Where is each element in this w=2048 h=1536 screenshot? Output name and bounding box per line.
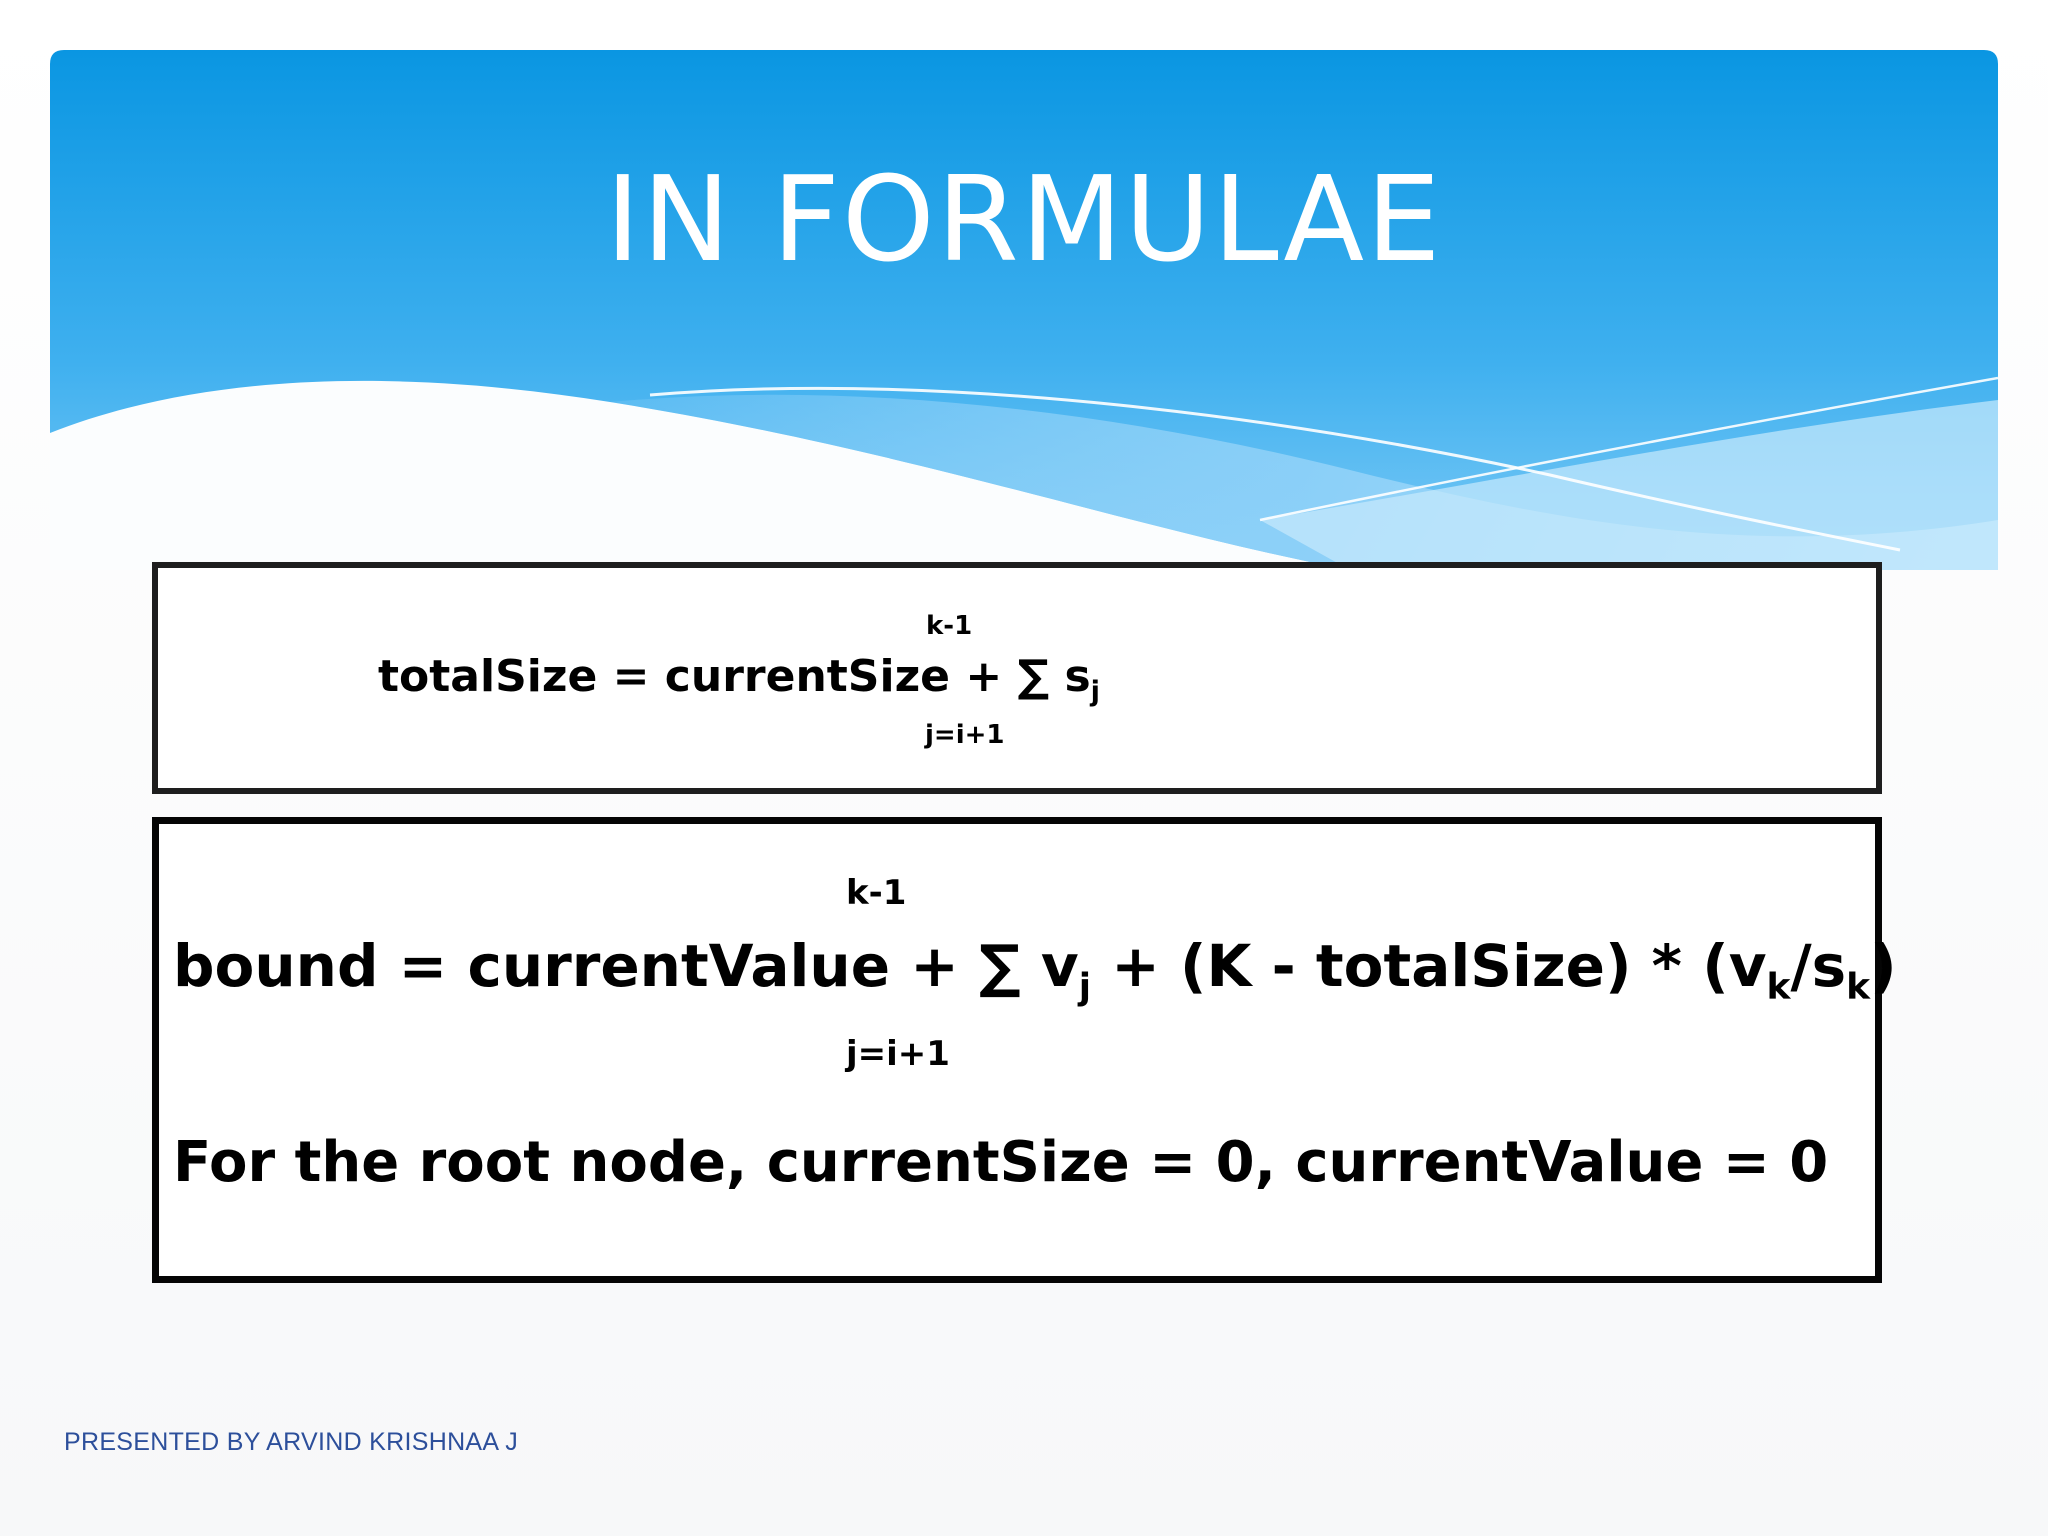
root-node-note: For the root node, currentSize = 0, currentValue = 0 (173, 1130, 1829, 1195)
formula-lhs: bound = currentValue + (173, 932, 980, 1000)
sum-symbol: ∑ (1017, 651, 1050, 702)
formula-total-size (378, 651, 1101, 708)
formula-rest: + (K - totalSize) * (v (1091, 932, 1767, 1000)
formula-box-bound (152, 817, 1882, 1283)
formula-lhs: totalSize = currentSize + (378, 651, 1018, 702)
slide-title: IN FORMULAE (605, 150, 1443, 288)
size-subscript-k: k (1846, 966, 1871, 1008)
value-subscript-k: k (1766, 966, 1791, 1008)
sum-upper-limit: k-1 (846, 873, 907, 913)
sum-lower-limit: j=i+1 (925, 720, 1005, 750)
formula-bound (173, 932, 1897, 1008)
sum-symbol: ∑ (979, 932, 1021, 1000)
header-band (50, 50, 1998, 570)
sum-lower-limit: j=i+1 (846, 1034, 950, 1074)
sum-term: v (1040, 932, 1079, 1000)
sum-term-subscript: j (1078, 966, 1092, 1008)
presenter-footer: PRESENTED BY ARVIND KRISHNAA J (64, 1428, 519, 1456)
formula-rest-slash: /s (1790, 932, 1847, 1000)
sum-upper-limit: k-1 (926, 611, 973, 641)
formula-close-paren: ) (1870, 932, 1897, 1000)
sum-term-subscript: j (1090, 676, 1101, 708)
sum-term: s (1064, 651, 1091, 702)
